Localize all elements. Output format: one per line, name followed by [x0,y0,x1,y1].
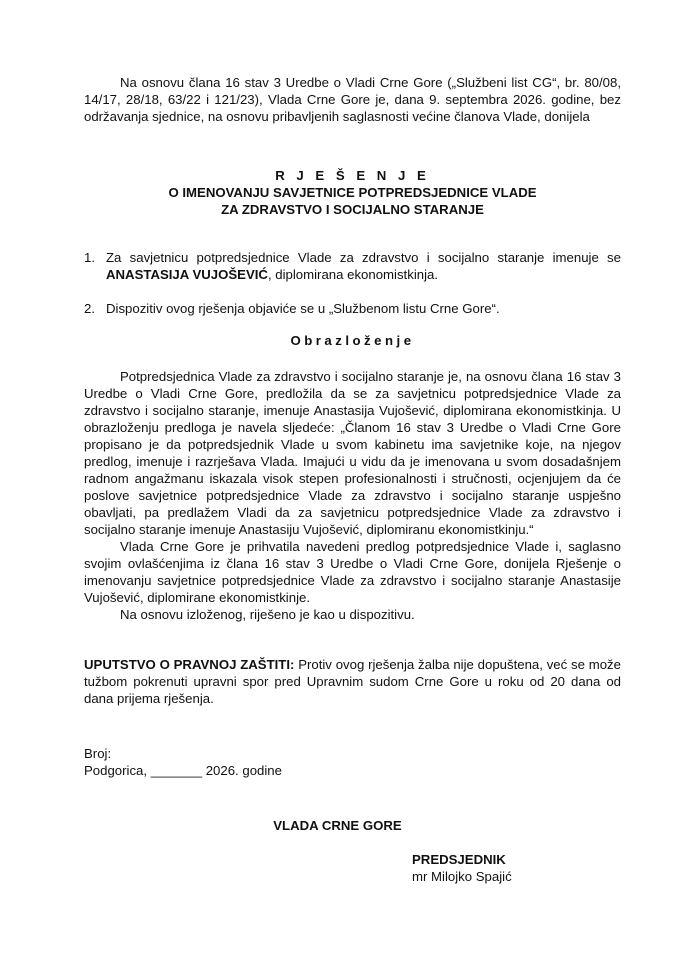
legal-notice [84,656,621,707]
dispositive-item [84,300,621,317]
item-text: Dispozitiv ovog rješenja objaviće se u „Službenom listu Crne Gore“. [106,301,500,316]
document-page [84,74,621,885]
appointee-name: ANASTASIJA VUJOŠEVIĆ [106,267,268,282]
document-number: Broj: [84,746,112,761]
dispositive-item [84,249,621,283]
reasoning-body [84,368,621,623]
item-number: 2. [84,301,95,316]
item-number: 1. [84,250,95,265]
intro-paragraph: Na osnovu člana 16 stav 3 Uredbe o Vladi Crne Gore („Službeni list CG“, br. 80/08, 14/17, 28/18, 63/22 i 121/23), Vlada Crne Gore je, dana 9. septembra 2026. godine, bez održavanja sjednice, na osnovu pribavljenih saglasnosti većine članova Vlade, donijela [84,75,621,124]
legal-notice-label: UPUTSTVO O PRAVNOJ ZAŠTITI: [84,657,295,672]
reasoning-paragraph: Na osnovu izloženog, riješeno je kao u dispozitivu. [120,607,415,622]
dispositive-list [84,249,621,317]
decision-title [84,167,621,218]
item-text: Za savjetnicu potpredsjednice Vlade za zdravstvo i socijalno staranje imenuje se [106,250,621,265]
document-meta [84,745,621,779]
signatory-role: PREDSJEDNIK [412,852,506,867]
item-text-after: , diplomirana ekonomistkinja. [267,267,439,282]
title-line-2: O IMENOVANJU SAVJETNICE POTPREDSJEDNICE VLADE [168,185,537,200]
reasoning-paragraph: Vlada Crne Gore je prihvatila navedeni predlog potpredsjednice Vlade i, saglasno svojim ovlašćenjima iz člana 16 stav 3 Uredbe o Vladi Crne Gore, donijela Rješenje o imenovanju savjetnice potpredsjednice Vlade za zdravstvo i socijalno staranje Anastasije Vujošević, diplomirane ekonomistkinje. [84,539,621,605]
government-signoff: VLADA CRNE GORE [273,818,402,833]
reasoning-paragraph: Potpredsjednica Vlade za zdravstvo i socijalno staranje je, na osnovu člana 16 stav 3 Uredbe o Vladi Crne Gore, predložila da se za savjetnicu potpredsjednice Vlade za zdravstvo i socijalno staranje, imenuje Anastasija Vujošević, diplomirana ekonomistkinja. U obrazloženju predloga je navela sljedeće: „Članom 16 stav 3 Uredbe o Vladi Crne Gore propisano je da potpredsjednik Vlade u svom kabinetu ima savjetnike koje, na njegov predlog, imenuje i razrješava Vlada. Imajući u vidu da je imenovana u svom dosadašnjem radnom angažmanu iskazala visok stepen profesionalnosti i stručnosti, ocjenjujem da će poslove savjetnice potpredsjednice Vlade za zdravstvo i socijalno staranje uspješno obavljati, pa predlažem Vladi da za savjetnicu potpredsjednice Vlade za zdravstvo i socijalno staranje imenuje Anastasiju Vujošević, diplomiranu ekonomistkinju.“ [84,369,621,537]
title-line-3: ZA ZDRAVSTVO I SOCIJALNO STARANJE [221,202,484,217]
signature-block [412,851,621,885]
place-date: Podgorica, _______ 2026. godine [84,763,282,778]
signatory-name: mr Milojko Spajić [412,869,512,884]
legal-notice-text: Protiv ovog rješenja žalba nije dopuštena, već se može tužbom pokrenuti upravni spor pred Upravnim sudom Crne Gore u roku od 20 dana od dana prijema rješenja. [84,657,621,706]
reasoning-title: Obrazloženje [290,333,415,348]
title-line-1: R J E Š E N J E [275,168,430,183]
